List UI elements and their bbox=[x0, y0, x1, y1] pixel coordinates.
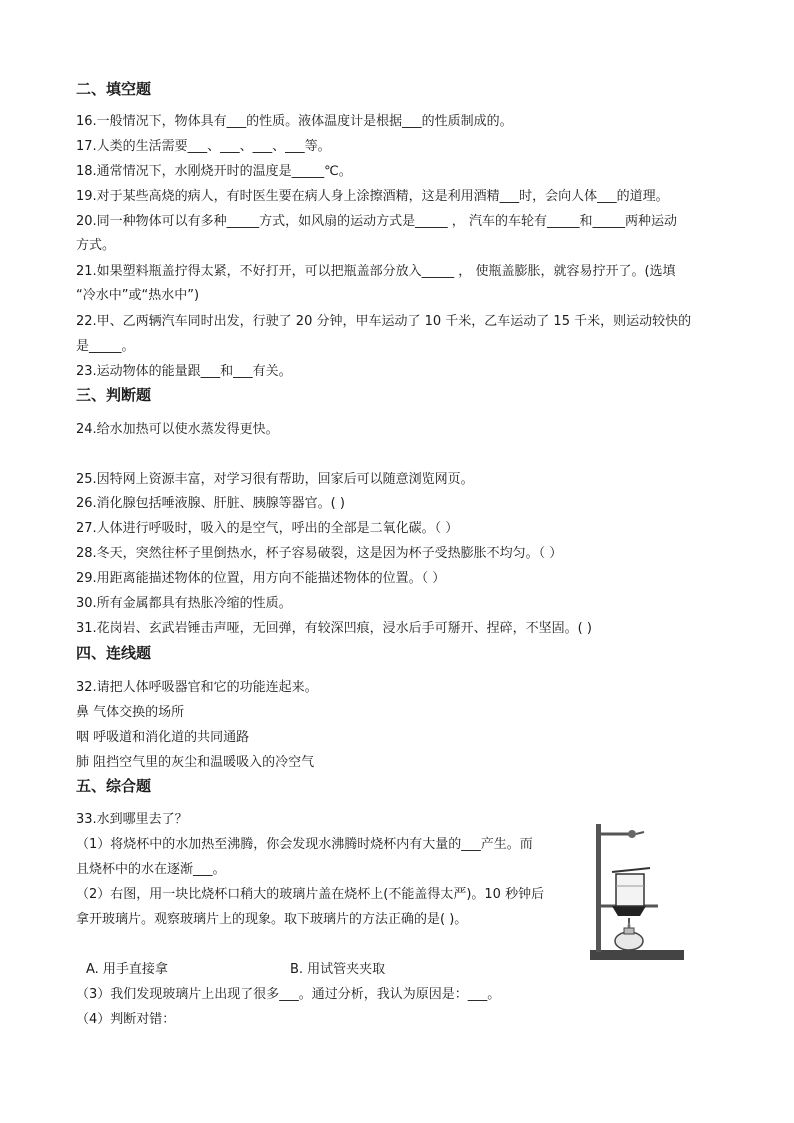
question-31: 31.花岗岩、玄武岩锤击声哑，无回弹，有较深凹痕，浸水后手可掰开、捏碎，不坚固。( ) bbox=[76, 621, 592, 636]
question-19: 19.对于某些高烧的病人，有时医生要在病人身上涂擦酒精，这是利用酒精___时，会向人体___的道理。 bbox=[76, 189, 669, 204]
question-16: 16.一般情况下，物体具有___的性质。液体温度计是根据___的性质制成的。 bbox=[76, 114, 513, 129]
section-fill-heading: 二、填空题 bbox=[76, 80, 152, 98]
question-33-2-line2: 拿开玻璃片。观察玻璃片上的现象。取下玻璃片的方法正确的是( )。 bbox=[76, 912, 468, 927]
question-33-4: （4）判断对错： bbox=[76, 1012, 176, 1027]
match-item-pharynx: 咽 呼吸道和消化道的共同通路 bbox=[76, 730, 250, 745]
question-25: 25.因特网上资源丰富，对学习很有帮助，回家后可以随意浏览网页。 bbox=[76, 472, 474, 487]
section-judge-heading: 三、判断题 bbox=[76, 386, 152, 404]
match-item-nose: 鼻 气体交换的场所 bbox=[76, 705, 185, 720]
question-18: 18.通常情况下，水刚烧开时的温度是_____℃。 bbox=[76, 164, 352, 179]
question-33: 33.水到哪里去了？ bbox=[76, 812, 188, 827]
question-21-line1: 21.如果塑料瓶盖拧得太紧，不好打开，可以把瓶盖部分放入_____ ， 使瓶盖膨胀，就容易拧开了。(选填 bbox=[76, 264, 676, 279]
option-a: A. 用手直接拿 bbox=[86, 962, 168, 977]
question-20-line2: 方式。 bbox=[76, 238, 116, 253]
question-29: 29.用距离能描述物体的位置，用方向不能描述物体的位置。（ ） bbox=[76, 571, 446, 586]
question-33-2-line1: （2）右图，用一块比烧杯口稍大的玻璃片盖在烧杯上(不能盖得太严)。10 秒钟后 bbox=[76, 887, 545, 902]
section-match-heading: 四、连线题 bbox=[76, 644, 152, 662]
question-17: 17.人类的生活需要___、___、___、___等。 bbox=[76, 139, 331, 154]
question-26: 26.消化腺包括唾液腺、肝脏、胰腺等器官。( ) bbox=[76, 496, 345, 511]
option-b: B. 用试管夹夹取 bbox=[290, 962, 386, 977]
question-24: 24.给水加热可以使水蒸发得更快。 bbox=[76, 422, 279, 437]
boiling-beaker-apparatus-icon bbox=[588, 818, 688, 966]
question-23: 23.运动物体的能量跟___和___有关。 bbox=[76, 364, 292, 379]
question-22-line1: 22.甲、乙两辆汽车同时出发，行驶了 20 分钟，甲车运动了 10 千米，乙车运动了 15 千米，则运动较快的 bbox=[76, 314, 692, 329]
question-20-line1: 20.同一种物体可以有多种_____方式，如风扇的运动方式是_____ ， 汽车的车轮有_____和_____两种运动 bbox=[76, 214, 677, 229]
question-32: 32.请把人体呼吸器官和它的功能连起来。 bbox=[76, 680, 318, 695]
question-28: 28.冬天，突然往杯子里倒热水，杯子容易破裂，这是因为杯子受热膨胀不均匀。（ ） bbox=[76, 546, 563, 561]
question-22-line2: 是_____。 bbox=[76, 339, 135, 354]
question-21-line2: “冷水中”或“热水中”) bbox=[76, 288, 200, 303]
question-33-3: （3）我们发现玻璃片上出现了很多___。通过分析，我认为原因是：___。 bbox=[76, 987, 501, 1002]
question-27: 27.人体进行呼吸时，吸入的是空气，呼出的全部是二氧化碳。（ ） bbox=[76, 521, 459, 536]
match-item-lung: 肺 阻挡空气里的灰尘和温暖吸入的冷空气 bbox=[76, 755, 315, 770]
question-33-1-line1: （1）将烧杯中的水加热至沸腾，你会发现水沸腾时烧杯内有大量的___产生。而 bbox=[76, 837, 533, 852]
question-30: 30.所有金属都具有热胀冷缩的性质。 bbox=[76, 596, 292, 611]
question-33-1-line2: 且烧杯中的水在逐渐___。 bbox=[76, 862, 226, 877]
section-comprehensive-heading: 五、综合题 bbox=[76, 777, 152, 795]
